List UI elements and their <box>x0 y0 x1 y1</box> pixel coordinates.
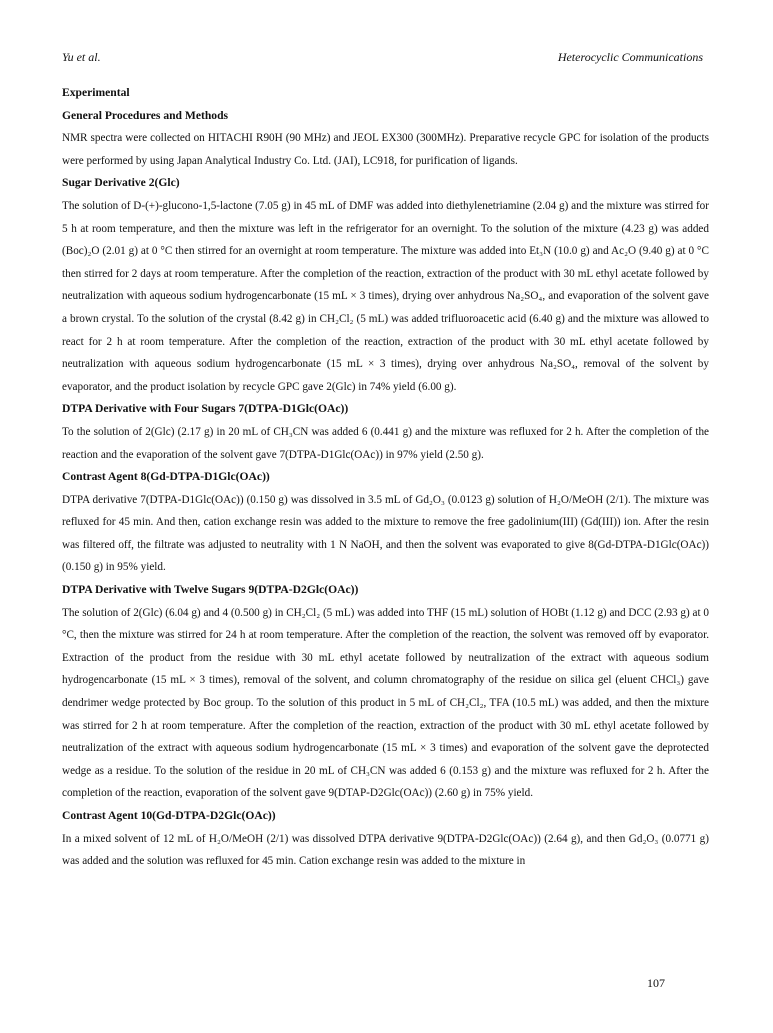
paragraph: NMR spectra were collected on HITACHI R90H (90 MHz) and JEOL EX300 (300MHz). Preparative recycle GPC for isolation of the products were performed by using Japan Analytical Industry Co. Ltd. (JAI), LC918, for purification of ligands. <box>62 132 709 167</box>
subsection-heading: Sugar Derivative 2(Glc) <box>62 176 180 190</box>
subsection-heading: Contrast Agent 10(Gd-DTPA-D2Glc(OAc)) <box>62 809 276 822</box>
paragraph: The solution of 2(Glc) (6.04 g) and 4 (0.500 g) in CH₂Cl₂ (5 mL) was added into THF (15 mL) solution of HOBt (1.12 g) and DCC (2.93 g) at 0 °C, then the mixture was stirred for 24 h at room temperature. After the completion of the reaction, the solvent was removed off by evaporator. Extraction of the product from the residue with 30 mL ethyl acetate followed by neutralization of the extract with aqueous sodium hydrogencarbonate (15 mL × 3 times), removal of the solvent, and column chromatography of the residue on silica gel (eluent CHCl₃) gave dendrimer wedge protected by Boc group. To the solution of this product in 5 mL of CH₂Cl₂, TFA (10.5 mL) was added, and then the mixture was stirred for 2 h at room temperature. After the completion of the reaction, extraction of the product with 30 mL ethyl acetate followed by neutralization of the extract with aqueous sodium hydrogencarbonate (15 mL × 3 times) and evaporation of the solvent gave the deprotected wedge as a residue. To the solution of the residue in 20 mL of CH₃CN was added 6 (0.153 g) and the mixture was refluxed for 2 h. After the completion of the reaction, evaporation of the solvent gave 9(DTAP-D2Glc(OAc)) (2.60 g) in 75% yield. <box>62 606 709 800</box>
paragraph: In a mixed solvent of 12 mL of H₂O/MeOH (2/1) was dissolved DTPA derivative 9(DTPA-D2Glc(OAc)) (2.64 g), and then Gd₂O₃ (0.0771 g) was added and the solution was refluxed for 45 min. Cation exchange resin was added to the mixture in <box>62 832 709 868</box>
article-body <box>62 82 709 873</box>
running-header <box>62 50 703 65</box>
page-number: 107 <box>647 976 665 990</box>
subsection-heading: General Procedures and Methods <box>62 108 229 122</box>
section-title: Experimental <box>62 86 130 99</box>
header-journal: Heterocyclic Communications <box>557 50 703 64</box>
paragraph: To the solution of 2(Glc) (2.17 g) in 20 mL of CH₃CN was added 6 (0.441 g) and the mixture was refluxed for 2 h. After the completion of the reaction and the evaporation of the solvent gave 7(DTPA-D1Glc(OAc)) in 97% yield (2.50 g). <box>62 425 709 461</box>
subsection-heading: DTPA Derivative with Twelve Sugars 9(DTPA-D2Glc(OAc)) <box>62 583 359 597</box>
header-authors: Yu et al. <box>62 50 101 64</box>
paragraph: DTPA derivative 7(DTPA-D1Glc(OAc)) (0.150 g) was dissolved in 3.5 mL of Gd₂O₃ (0.0123 g) solution of H₂O/MeOH (2/1). The mixture was refluxed for 45 min. And then, cation exchange resin was added to the mixture to remove the free gadolinium(III) (Gd(III)) ion. After the resin was filtered off, the filtrate was adjusted to neutrality with 1 N NaOH, and then the solvent was evaporated to give 8(Gd-DTPA-D1Glc(OAc)) (0.150 g) in 95% yield. <box>62 493 709 574</box>
paragraph: The solution of D-(+)-glucono-1,5-lactone (7.05 g) in 45 mL of DMF was added into diethylenetriamine (2.04 g) and the mixture was stirred for 5 h at room temperature, and then the mixture was left in the refrigerator for an overnight. To the solution of the mixture (4.23 g) was added (Boc)₂O (2.01 g) at 0 °C then stirred for an overnight at room temperature. The mixture was added into Et₃N (10.0 g) and Ac₂O (9.40 g) at 0 °C then stirred for 2 days at room temperature. After the completion of the reaction, extraction of the product with 30 mL ethyl acetate followed by neutralization with aqueous sodium hydrogencarbonate (15 mL × 3 times), drying over anhydrous Na₂SO₄, and evaporation of the solvent gave a brown crystal. To the solution of the crystal (8.42 g) in CH₂Cl₂ (5 mL) was added trifluoroacetic acid (6.40 g) and the mixture was allowed to react for 2 h at room temperature. After the completion of the reaction, extraction of the product with 30 mL ethyl acetate followed by neutralization with aqueous sodium hydrogencarbonate (15 mL × 3 times), drying over anhydrous Na₂SO₄, removal of the solvent by evaporator, and the product isolation by recycle GPC gave 2(Glc) in 74% yield (6.00 g). <box>62 199 709 393</box>
subsection-heading: DTPA Derivative with Four Sugars 7(DTPA-D1Glc(OAc)) <box>62 402 349 416</box>
subsection-heading: Contrast Agent 8(Gd-DTPA-D1Glc(OAc)) <box>62 470 270 484</box>
